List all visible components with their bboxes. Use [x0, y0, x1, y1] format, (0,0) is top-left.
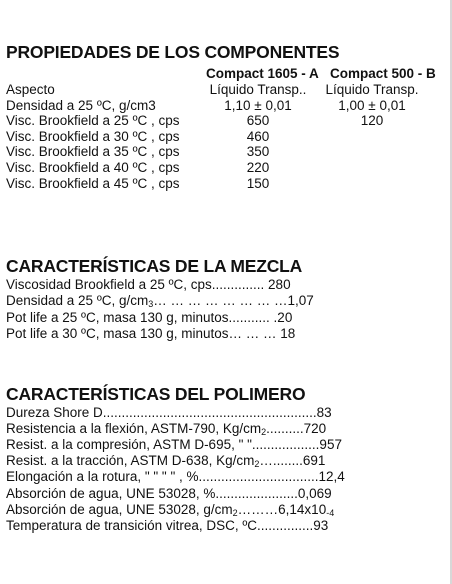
- row-label: Visc. Brookfield a 35 ºC , cps: [6, 144, 180, 160]
- property-row: Dureza Shore D.........................................................83: [6, 405, 332, 420]
- property-row: Viscosidad Brookfield a 25 ºC, cps.............. 280: [6, 277, 291, 292]
- property-value: … … … … … … … …1,07: [153, 293, 314, 309]
- value-compact-b: 1,00 ± 0,01: [338, 97, 406, 113]
- unit-subscript: 2: [261, 427, 267, 438]
- row-label: Densidad a 25 ºC, g/cm3: [6, 97, 156, 113]
- row-label: Aspecto: [6, 82, 55, 97]
- property-text: Densidad a 25 ºC, g/cm: [6, 293, 149, 309]
- row-label: Visc. Brookfield a 40 ºC , cps: [6, 160, 180, 175]
- property-row: Resist. a la compresión, ASTM D-695, " "..................957: [6, 437, 342, 453]
- property-row: Temperatura de transición vitrea, DSC, ºC...............93: [6, 517, 329, 533]
- value-compact-b: Líquido Transp.: [325, 82, 419, 97]
- property-row: [6, 453, 325, 469]
- property-value: ………6,14x10: [237, 501, 327, 517]
- property-row: Elongación a la rotura, " " " " , %................................12,4: [6, 469, 345, 485]
- row-label: Visc. Brookfield a 25 ºC , cps: [6, 113, 180, 129]
- value-compact-a: 1,10 ± 0,01: [224, 97, 292, 113]
- property-text: Resist. a la tracción, ASTM D-638, Kg/cm: [6, 453, 255, 469]
- value-compact-a: 460: [246, 128, 270, 144]
- unit-subscript: 2: [232, 507, 238, 518]
- property-row: [6, 502, 334, 518]
- value-compact-a: Líquido Transp..: [209, 82, 307, 97]
- value-compact-a: 650: [246, 113, 270, 129]
- section-title-mezcla: CARACTERÍSTICAS DE LA MEZCLA: [6, 256, 303, 276]
- exponent-subscript: -4: [326, 507, 335, 518]
- column-header-a: Compact 1605 - A: [206, 66, 319, 81]
- value-compact-a: 220: [246, 160, 270, 175]
- row-label: Visc. Brookfield a 30 ºC , cps: [6, 128, 180, 144]
- property-text: Absorción de agua, UNE 53028, g/cm: [6, 501, 233, 517]
- unit-subscript: 3: [148, 299, 154, 310]
- value-compact-b: 120: [360, 113, 384, 129]
- property-row: [6, 421, 326, 437]
- property-row: Pot life a 25 ºC, masa 130 g, minutos........... .20: [6, 309, 293, 325]
- property-text: Resistencia a la flexión, ASTM-790, Kg/cm: [6, 421, 262, 437]
- property-row: [6, 293, 314, 309]
- value-compact-a: 150: [246, 175, 270, 191]
- column-header-b: Compact 500 - B: [330, 66, 436, 81]
- property-row: Pot life a 30 ºC, masa 130 g, minutos… … … 18: [6, 325, 296, 341]
- section-title-polimero: CARACTERÍSTICAS DEL POLIMERO: [6, 384, 306, 404]
- section-title-componentes: PROPIEDADES DE LOS COMPONENTES: [6, 42, 340, 62]
- unit-subscript: 2: [254, 459, 260, 470]
- property-value: …........691: [259, 453, 326, 469]
- property-value: ..........720: [266, 421, 327, 437]
- value-compact-a: 350: [246, 144, 270, 160]
- row-label: Visc. Brookfield a 45 ºC , cps: [6, 175, 180, 191]
- property-row: Absorción de agua, UNE 53028, %......................0,069: [6, 485, 332, 501]
